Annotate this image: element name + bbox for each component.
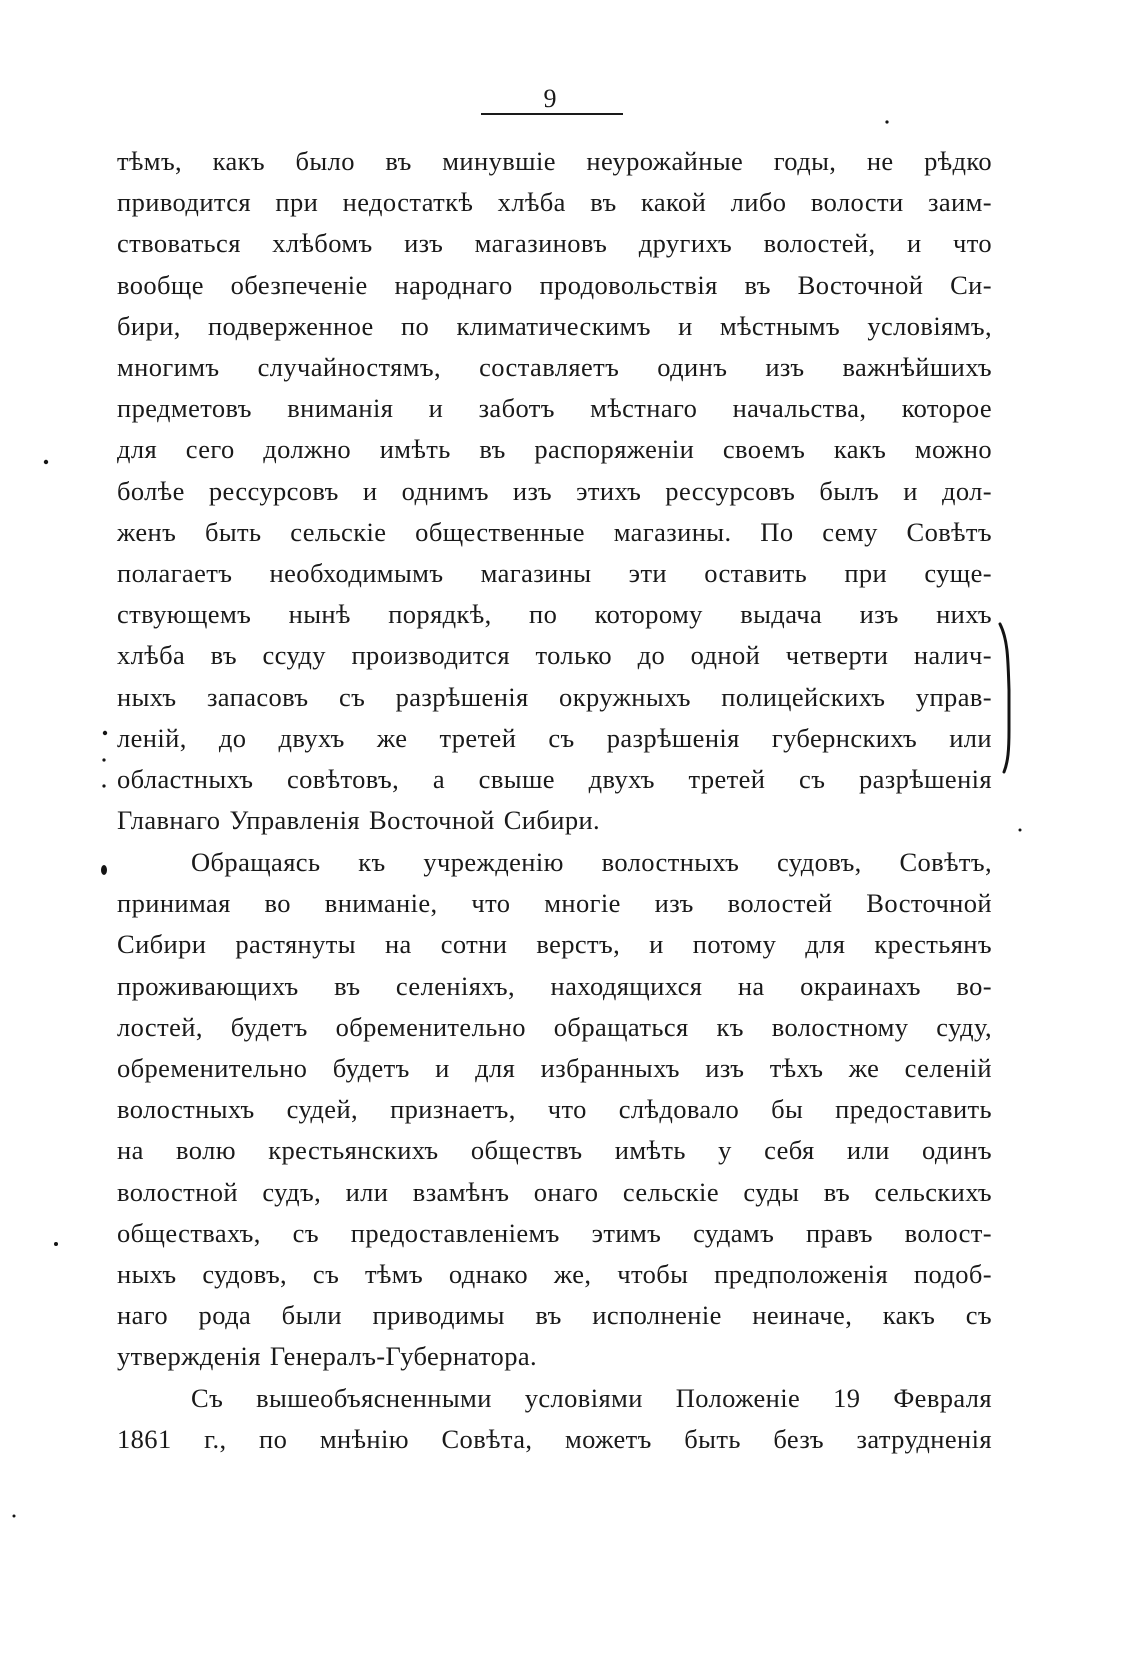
text-line: Главнаго Управленія Восточной Сибири. [117, 805, 601, 836]
ink-speck [54, 1242, 58, 1246]
ink-speck [101, 865, 107, 875]
text-line: женъ быть сельскіе общественные магазины. По сему Совѣтъ [117, 516, 992, 547]
paragraph [117, 842, 992, 1378]
text-line: хлѣба въ ссуду производится только до одной четверти налич- [117, 640, 992, 671]
text-line: тѣмъ, какъ было въ минувшіе неурожайные годы, не рѣдко [117, 146, 992, 176]
text-line: ныхъ судовъ, съ тѣмъ однако же, чтобы предположенія подоб- [117, 1259, 992, 1290]
ink-speck [102, 758, 105, 761]
text-line: предметовъ вниманія и заботъ мѣстнаго начальства, которое [117, 393, 992, 424]
text-line: волостной судъ, или взамѣнъ онаго сельскіе суды въ сельскихъ [117, 1176, 992, 1207]
text-line: вообще обезпеченіе народнаго продовольствія въ Восточной Си- [117, 269, 992, 300]
text-line: для сего должно имѣть въ распоряженіи своемъ какъ можно [117, 434, 992, 465]
text-line: обременительно будетъ и для избранныхъ изъ тѣхъ же селеній [117, 1053, 992, 1084]
text-line: Обращаясь къ учрежденію волостныхъ судовъ, Совѣтъ, [191, 847, 992, 877]
margin-bracket [1000, 624, 1009, 772]
page-number-rule [481, 113, 623, 115]
text-line: обществахъ, съ предоставленіемъ этимъ судамъ правъ волост- [117, 1217, 992, 1248]
text-line: ныхъ запасовъ съ разрѣшенія окружныхъ полицейскихъ управ- [117, 681, 992, 712]
ink-speck [102, 784, 105, 787]
text-line: многимъ случайностямъ, составляетъ одинъ изъ важнѣйшихъ [117, 352, 992, 383]
text-line: Съ вышеобъясненными условіями Положеніе 19 Февраля [191, 1383, 992, 1413]
text-line: наго рода были приводимы въ исполненіе неиначе, какъ съ [117, 1300, 992, 1331]
paragraph [117, 141, 992, 841]
ink-speck [13, 1515, 16, 1518]
ink-speck [103, 731, 107, 735]
paragraph [117, 1378, 992, 1460]
text-line: 1861 г., по мнѣнію Совѣта, можетъ быть безъ затрудненія [117, 1424, 992, 1455]
text-line: приводится при недостаткѣ хлѣба въ какой либо волости заим- [117, 187, 992, 218]
text-line: ствоваться хлѣбомъ изъ магазиновъ другихъ волостей, и что [117, 228, 992, 259]
text-line: утвержденія Генералъ-Губернатора. [117, 1341, 538, 1372]
text-line: болѣе рессурсовъ и однимъ изъ этихъ рессурсовъ былъ и дол- [117, 475, 992, 506]
ink-speck [885, 120, 888, 123]
text-line: Сибири растянуты на сотни верстъ, и потому для крестьянъ [117, 929, 992, 960]
text-line: полагаетъ необходимымъ магазины эти оставить при суще- [117, 558, 992, 589]
text-line: лостей, будетъ обременительно обращаться къ волостному суду, [117, 1011, 992, 1042]
page-number: 9 [543, 84, 557, 113]
text-line: бири, подверженное по климатическимъ и мѣстнымъ условіямъ, [117, 310, 992, 341]
text-line: областныхъ совѣтовъ, а свыше двухъ третей съ разрѣшенія [117, 764, 992, 795]
text-line: принимая во вниманіе, что многіе изъ волостей Восточной [117, 888, 992, 919]
text-line: проживающихъ въ селеніяхъ, находящихся на окраинахъ во- [117, 970, 992, 1001]
text-line: волостныхъ судей, признаетъ, что слѣдовало бы предоставить [117, 1094, 992, 1125]
text-line: леній, до двухъ же третей съ разрѣшенія губернскихъ или [117, 722, 992, 753]
ink-speck [44, 460, 48, 464]
text-line: ствующемъ нынѣ порядкѣ, по которому выдача изъ нихъ [117, 599, 992, 630]
text-line: на волю крестьянскихъ обществъ имѣть у себя или одинъ [117, 1135, 992, 1166]
ink-speck [1019, 829, 1022, 832]
